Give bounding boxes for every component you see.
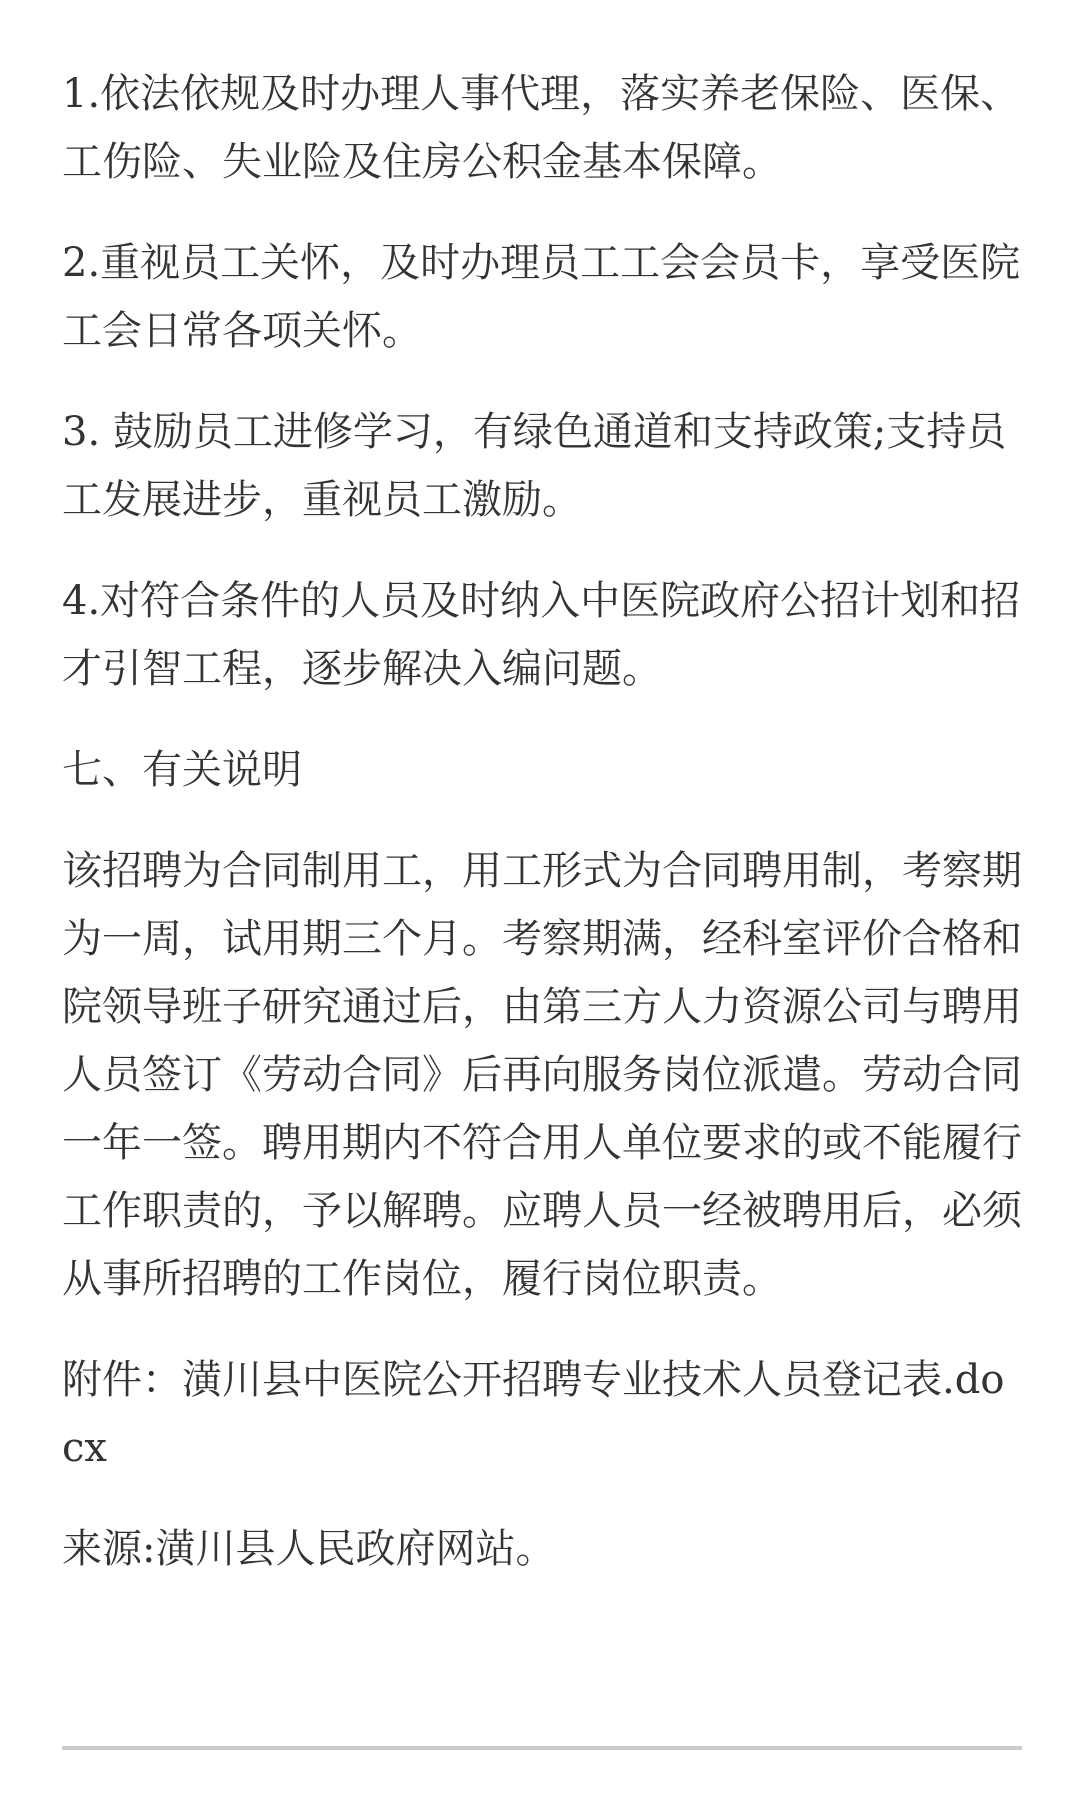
section-heading: 七、有关说明 <box>62 747 302 793</box>
benefit-item-2: 2.重视员工关怀，及时办理员工工会会员卡，享受医院工会日常各项关怀。 <box>62 240 1021 354</box>
benefit-item-3: 3. 鼓励员工进修学习，有绿色通道和支持政策;支持员工发展进步，重视员工激励。 <box>62 409 1007 523</box>
source-line: 来源:潢川县人民政府网站。 <box>62 1526 556 1572</box>
attachment-link[interactable]: 附件：潢川县中医院公开招聘专业技术人员登记表.docx <box>62 1357 1005 1471</box>
benefit-item-1: 1.依法依规及时办理人事代理，落实养老保险、医保、工伤险、失业险及住房公积金基本保障。 <box>62 71 1021 185</box>
benefit-item-4: 4.对符合条件的人员及时纳入中医院政府公招计划和招才引智工程，逐步解决入编问题。 <box>62 578 1021 692</box>
notes-paragraph: 该招聘为合同制用工，用工形式为合同聘用制，考察期为一周，试用期三个月。考察期满，经科室评价合格和院领导班子研究通过后，由第三方人力资源公司与聘用人员签订《劳动合同》后再向服务岗位派遣。劳动合同一年一签。聘用期内不符合用人单位要求的或不能履行工作职责的，予以解聘。应聘人员一经被聘用后，必须从事所招聘的工作岗位，履行岗位职责。 <box>62 848 1022 1302</box>
article-body <box>62 60 1022 1616</box>
divider <box>62 1746 1022 1750</box>
